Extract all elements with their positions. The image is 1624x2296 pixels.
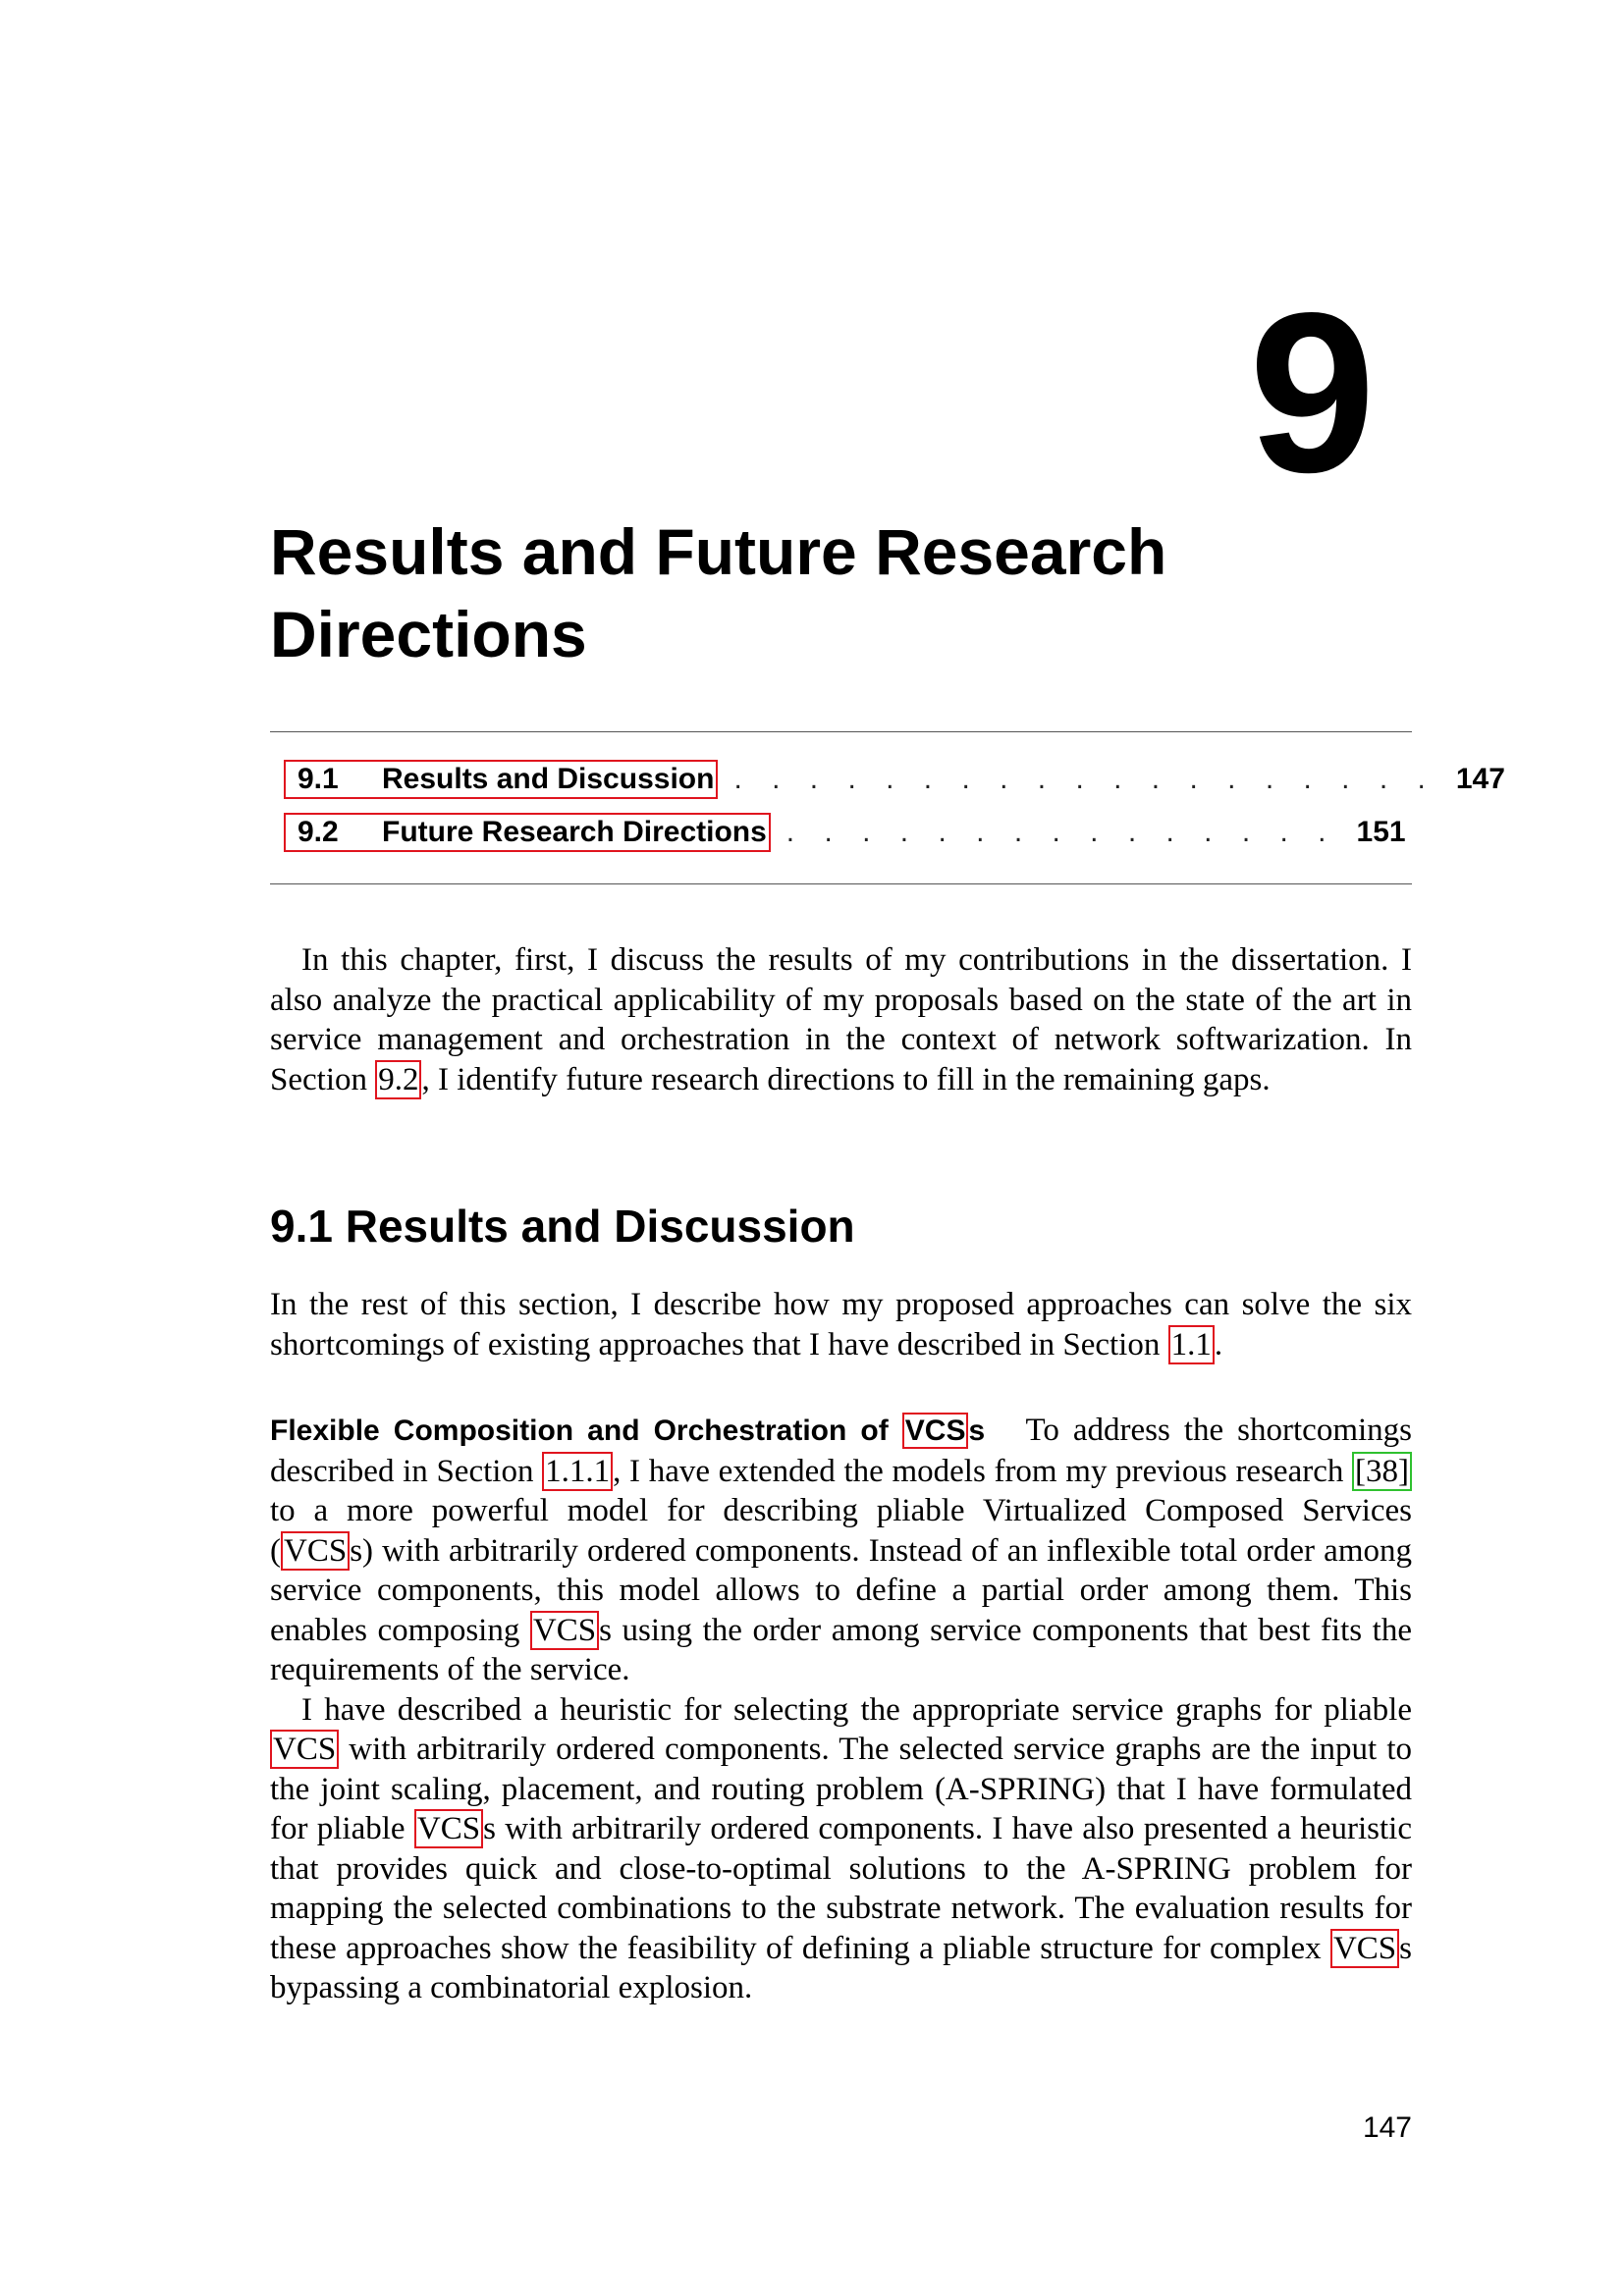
body-text: s) with arbitrarily ordered components. Instead of an inflexible total order among service components, this model allows to define a partial order among them. This enables composing (270, 1532, 1412, 1648)
toc-page-number: 151 (1356, 816, 1406, 848)
toc-number: 9.1 (298, 763, 339, 795)
intro-text: In this chapter, first, I discuss the results of my contributions in the dissertation. I also analyze the practical applicability of my proposals based on the state of the art in service management and orchestration in the context of network softwarization. In Section (270, 942, 1412, 1097)
toc-entry (270, 813, 1412, 866)
chapter-toc (270, 731, 1505, 884)
body-text: To address the shortcomings described in Section (270, 1413, 1412, 1489)
toc-title: Future Research Directions (382, 816, 767, 848)
page-number: 147 (1362, 2111, 1412, 2144)
run-in-heading-text: Flexible Composition and Orchestration of (270, 1415, 902, 1447)
run-in-heading (270, 1413, 985, 1449)
body-text: s with arbitrarily ordered components. I have also presented a heuristic that provides quick and close-to-optimal solutions to the A-SPRING problem for mapping the selected combinations to the substrate network. The evaluation results for these approaches show the feasibility of defining a pliable structure for complex (270, 1811, 1413, 1966)
acronym-link[interactable]: VCS (414, 1809, 483, 1848)
acronym-link[interactable]: VCS (270, 1730, 339, 1769)
toc-entry (270, 760, 1505, 813)
section-ref-link[interactable]: 1.1.1 (542, 1452, 613, 1491)
section-heading: 9.1 Results and Discussion (270, 1201, 855, 1252)
lead-text: In the rest of this section, I describe how my proposed approaches can solve the six shortcomings of existing approaches that I have described in Section (270, 1287, 1412, 1362)
body-paragraphs (270, 1411, 1412, 2008)
paragraph-heuristic (270, 1690, 1412, 2008)
intro-text: , I identify future research directions to fill in the remaining gaps. (421, 1061, 1271, 1097)
chapter-title: Results and Future Research Directions (270, 515, 1167, 670)
acronym-link[interactable]: VCS (281, 1531, 350, 1571)
body-text: , I have extended the models from my previous research (613, 1453, 1353, 1489)
body-text: with arbitrarily ordered components. The selected service graphs are the input to the joint scaling, placement, and routing problem (A-SPRING) that I have formulated for pliable (270, 1732, 1412, 1846)
toc-leader-dots: . . . . . . . . . . . . . . . . . . . (733, 763, 1436, 795)
toc-leader-dots: . . . . . . . . . . . . . . . (785, 816, 1337, 848)
lead-text: . (1214, 1326, 1223, 1362)
acronym-link[interactable]: VCS (530, 1611, 599, 1650)
body-text: s using the order among service components that best fits the requirements of the service. (270, 1612, 1412, 1687)
toc-link-9-2[interactable] (284, 813, 771, 852)
toc-page-number: 147 (1455, 763, 1505, 795)
acronym-link[interactable]: VCS (902, 1413, 969, 1449)
paragraph-flexible-composition (270, 1411, 1412, 1690)
intro-paragraph (270, 940, 1412, 1099)
toc-title: Results and Discussion (382, 763, 715, 795)
chapter-number: 9 (1248, 266, 1372, 520)
section-lead-paragraph (270, 1285, 1412, 1364)
toc-link-9-1[interactable] (284, 760, 718, 799)
body-text: s bypassing a combinatorial explosion. (270, 1930, 1412, 2005)
body-text: I have described a heuristic for selecting the appropriate service graphs for pliable (301, 1691, 1412, 1728)
toc-number: 9.2 (298, 816, 339, 848)
citation-link[interactable]: [38] (1352, 1452, 1412, 1491)
acronym-link[interactable]: VCS (1330, 1929, 1399, 1968)
section-ref-link[interactable]: 1.1 (1168, 1325, 1215, 1364)
body-text: to a more powerful model for describing pliable Virtualized Composed Services ( (270, 1493, 1412, 1569)
run-in-heading-suffix: s (968, 1415, 986, 1447)
section-ref-link[interactable]: 9.2 (375, 1060, 421, 1099)
